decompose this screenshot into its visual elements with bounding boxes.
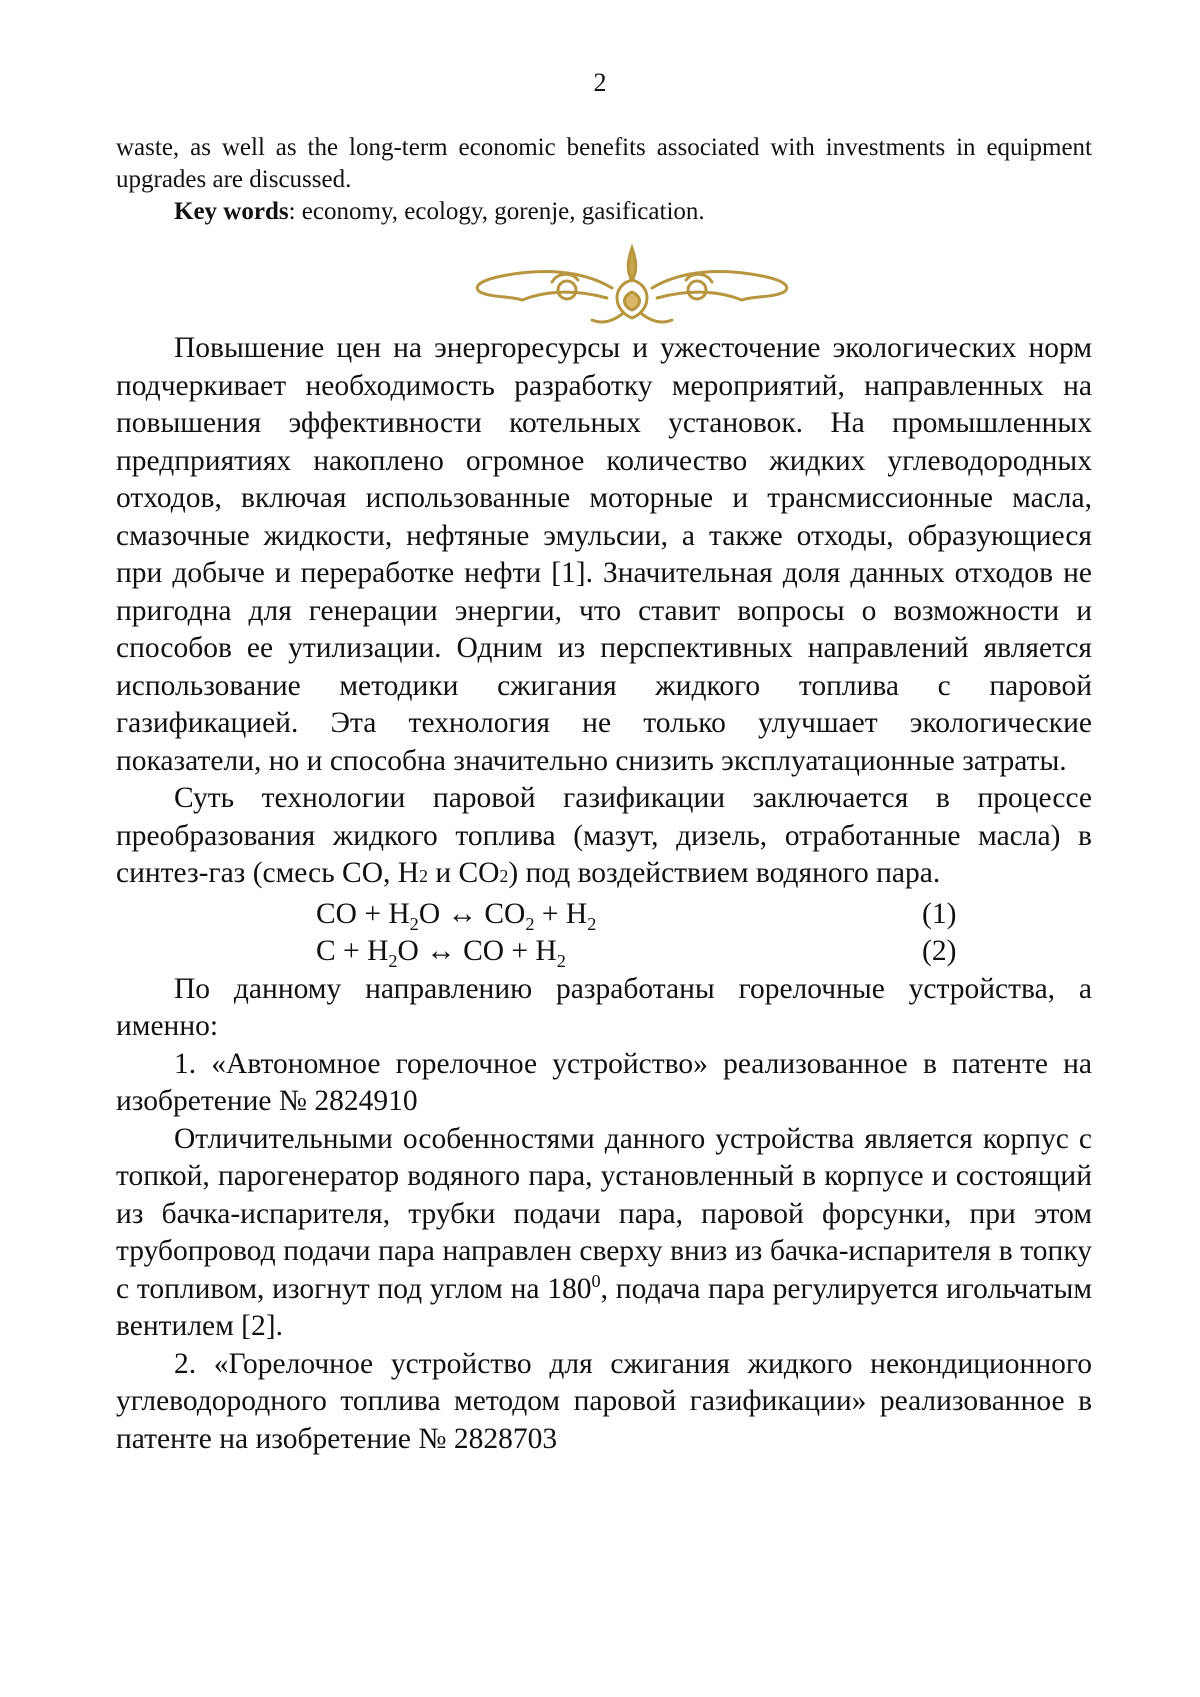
p2-sub-1: 2 (419, 866, 428, 886)
equation-1 (116, 896, 1092, 934)
paragraph-4: 1. «Автономное горелочное устройство» реализованное в патенте на изобретение № 2824910 (116, 1047, 1092, 1117)
keywords-label: Key words (174, 198, 289, 225)
equation-text: $C + H_2O$ ↔ CO + $H_2$ (316, 935, 566, 971)
keywords-text: : economy, ecology, gorenje, gasification. (288, 198, 705, 225)
paragraph-5 (116, 1121, 1092, 1346)
page-number: 2 (593, 68, 607, 97)
paragraph-1: Повышение цен на энергоресурсы и ужесточение экологических норм подчеркивает необходимость разработку мероприятий, направленных на повышения эффективности котельных установок. На промышленных предприятиях накоплено огромное количество жидких углеводородных отходов, включая использованные моторные и трансмиссионные масла, смазочные жидкости, нефтяные эмульсии, а также отходы, образующиеся при добыче и переработке нефти [1]. Значительная доля данных отходов не пригодна для генерации энергии, что ставит вопросы о возможности и способов ее утилизации. Одним из перспективных направлений является использование методики сжигания жидкого топлива с паровой газификацией. Эта технология не только улучшает экологические показатели, но и способна значительно снизить эксплуатационные затраты. (116, 332, 1092, 777)
paragraph-6: 2. «Горелочное устройство для сжигания жидкого некондиционного углеводородного топлива методом паровой газификации» реализованное в патенте на изобретение № 2828703 (116, 1347, 1092, 1455)
p2-after: ) под воздействием водяного пара. (508, 857, 941, 889)
paragraph-2 (116, 780, 1092, 896)
equation-2 (116, 933, 1092, 971)
p2-before: Суть технологии паровой газификации заключается в процессе преобразования жидкого топлива (мазут, дизель, отработанные масла) в синтез-газ (смесь CO, H (116, 782, 1092, 889)
p2-sub-2: 2 (499, 866, 509, 886)
p2-mid: и CO (427, 857, 500, 889)
keywords-line (116, 196, 1092, 228)
p5-after: , подача пара регулируется игольчатым вентилем [2]. (116, 1272, 1092, 1342)
equation-text: CO + $H_2O$ ↔ $CO_2 + H_2$ (316, 897, 597, 934)
equation-number: (1) (922, 897, 957, 930)
abstract-section (116, 132, 1092, 228)
abstract-ending: waste, as well as the long-term economic benefits associated with investments in equipment upgrades are discussed. (116, 134, 1092, 193)
paragraph-3: По данному направлению разработаны горелочные устройства, а именно: (116, 972, 1092, 1042)
p5-degree: 0 (591, 1270, 601, 1291)
main-text (116, 330, 1092, 1458)
flourish-divider-icon (462, 240, 802, 330)
p5-before: Отличительными особенностями данного устройства является корпус с топкой, парогенератор водяного пара, установленный в корпусе и состоящий из бачка-испарителя, трубки подачи пара, паровой форсунки, при этом трубопровод подачи пара направлен сверху вниз из бачка-испарителя в топку с топливом, изогнут под углом на 180 (116, 1122, 1092, 1305)
equation-number: (2) (922, 935, 957, 967)
